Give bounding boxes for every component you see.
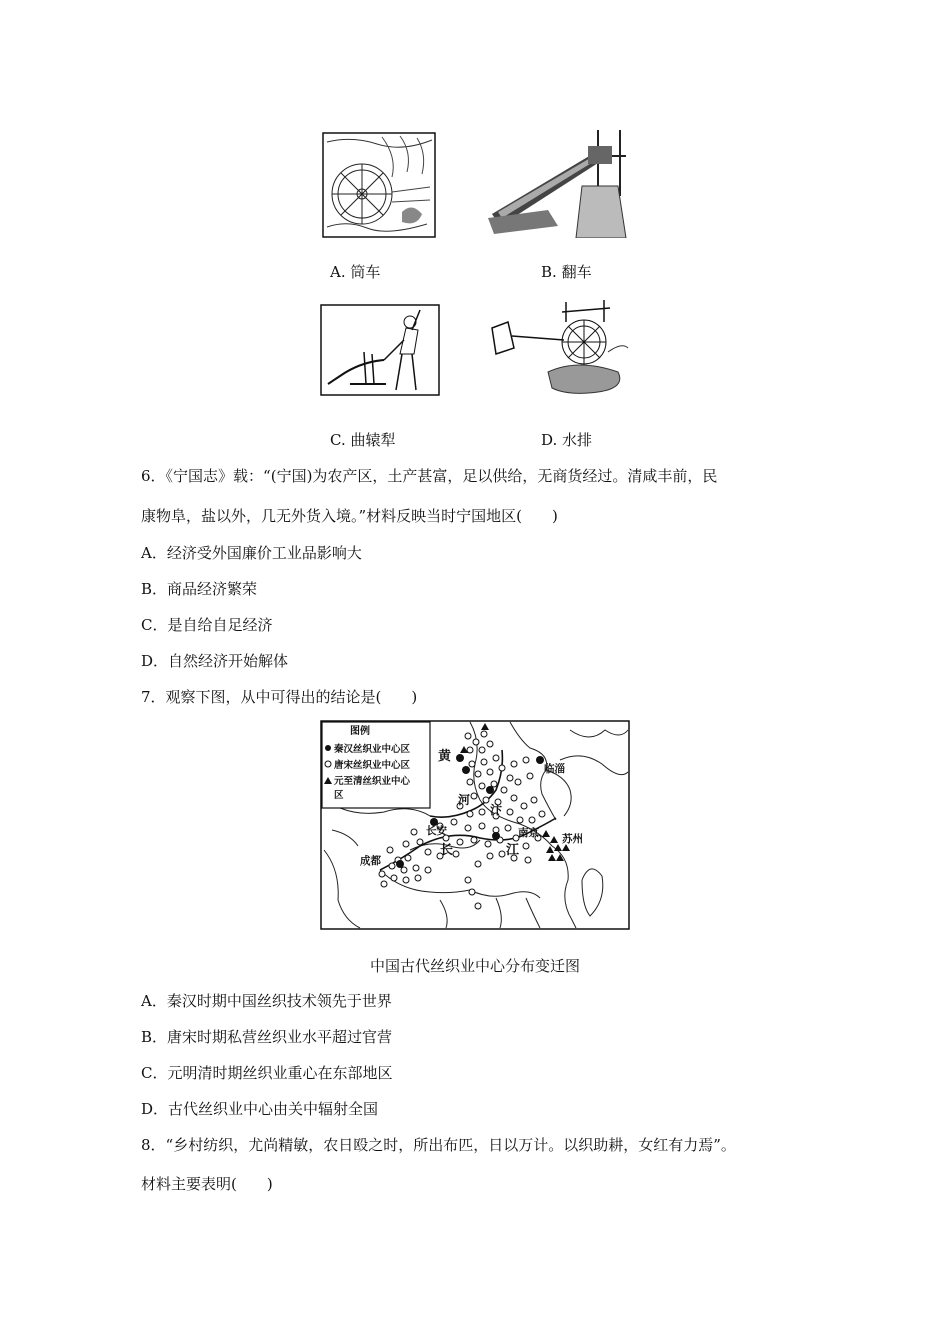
- q7-stem: 7．观察下图，从中可得出的结论是( ): [141, 688, 418, 706]
- label-suzhou: 苏州: [562, 833, 583, 845]
- figure-b-image: [488, 126, 628, 238]
- label-he: 河: [458, 793, 471, 807]
- q7-option-b[interactable]: B．唐宋时期私营丝织业水平超过官营: [141, 1028, 393, 1046]
- q7-option-a[interactable]: A．秦汉时期中国丝织技术领先于世界: [141, 992, 392, 1010]
- q7-option-c[interactable]: C．元明清时期丝织业重心在东部地区: [141, 1064, 393, 1082]
- label-changan: 长安: [426, 825, 447, 837]
- q6-option-c[interactable]: C．是自给自足经济: [141, 616, 273, 634]
- legend-qinhan: 秦汉丝织业中心区: [334, 744, 411, 755]
- figure-c-image: [320, 304, 440, 396]
- q6-stem-line2: 康物阜，盐以外，几无外货入境。”材料反映当时宁国地区( ): [141, 507, 558, 525]
- label-huang: 黄: [438, 749, 452, 764]
- legend-yuanqing-cont: 区: [334, 790, 344, 801]
- q7-option-d[interactable]: D．古代丝织业中心由关中辐射全国: [141, 1100, 379, 1118]
- figure-d-caption: D. 水排: [541, 431, 593, 449]
- label-jiang: 江: [506, 843, 520, 858]
- q6-option-a[interactable]: A．经济受外国廉价工业品影响大: [141, 544, 362, 562]
- q6-stem-line1: 6．《宁国志》载：“(宁国)为农产区，土产甚富，足以供给，无商货经过。清咸丰前，民: [141, 467, 718, 485]
- figure-b-caption: B. 翻车: [541, 263, 592, 281]
- figure-d-image: [488, 292, 630, 398]
- figure-c-caption: C. 曲辕犁: [330, 431, 396, 449]
- q8-stem-line1: 8．“乡村纺织，尤尚精敏，农日殴之时，所出布匹，日以万计。以织助耕，女红有力焉”。: [141, 1136, 736, 1154]
- silk-center-map: [320, 720, 630, 930]
- label-nanjing: 南京: [518, 827, 539, 839]
- legend-tangsong: 唐宋丝织业中心区: [334, 760, 411, 771]
- q8-stem-line2: 材料主要表明( ): [141, 1175, 273, 1193]
- q6-option-d[interactable]: D．自然经济开始解体: [141, 652, 289, 670]
- legend-yuanqing: 元至清丝织业中心: [334, 776, 411, 787]
- label-chengdu: 成都: [360, 855, 381, 867]
- figure-a-image: [322, 132, 436, 238]
- legend-title: 图例: [350, 726, 370, 737]
- map-caption: 中国古代丝织业中心分布变迁图: [369, 957, 580, 975]
- figure-a-caption: A. 筒车: [330, 263, 381, 281]
- label-chang: 长: [440, 843, 454, 858]
- label-linzi: 临淄: [544, 763, 565, 775]
- q6-option-b[interactable]: B．商品经济繁荣: [141, 580, 258, 598]
- label-bian: 汴: [490, 803, 503, 817]
